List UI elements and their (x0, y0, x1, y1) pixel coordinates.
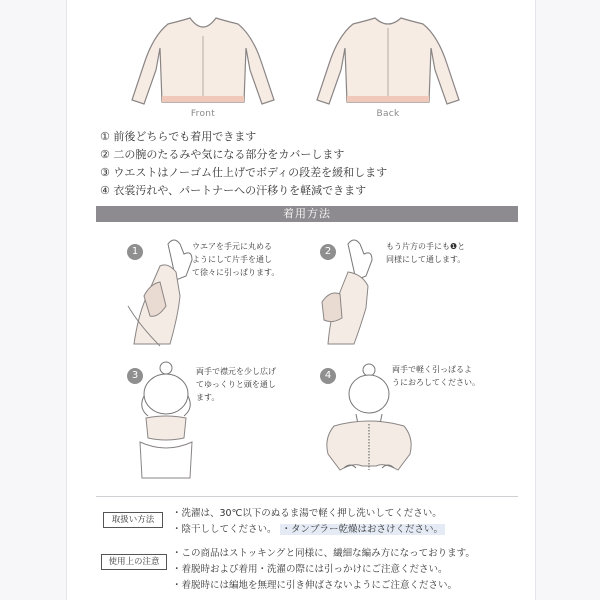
step-3-text: 両手で襟元を少し広げ てゆっくりと頭を通し ます。 (196, 367, 276, 402)
feature-item-3: ③ ウエストはノーゴム仕上げでボディの段差を緩和します (100, 166, 388, 179)
handling-line-1: ・洗濯は、30℃以下のぬるま湯で軽く押し洗いしてください。 (172, 508, 442, 519)
step-3-number: 3 (127, 368, 143, 384)
tumble-dry-warning: ・タンブラー乾燥はおさけください。 (281, 524, 444, 535)
step-4-text: 両手で軽く引っぱるよ うにおろしてください。 (392, 365, 480, 387)
back-label: Back (376, 109, 400, 119)
feature-item-2: ② 二の腕のたるみや気になる部分をカバーします (100, 148, 345, 161)
handling-label: 取扱い方法 (103, 512, 163, 528)
caution-line-1: ・この商品はストッキングと同様に、繊細な編み方になっております。 (172, 548, 475, 559)
garment-back (313, 14, 463, 124)
garment-back-illustration (313, 14, 463, 106)
feature-item-4: ④ 衣裳汚れや、パートナーへの汗移りを軽減できます (100, 184, 367, 197)
garment-front (128, 14, 278, 124)
front-label: Front (190, 109, 216, 119)
feature-item-1: ① 前後どちらでも着用できます (100, 130, 257, 143)
feature-list (100, 128, 520, 200)
step-2-illustration (318, 236, 390, 348)
howto-title: 着用方法 (96, 206, 518, 222)
step-4-illustration (314, 358, 424, 480)
section-divider (96, 496, 518, 497)
caution-line-3: ・着脱時には編地を無理に引き伸ばさないようにご注意ください。 (172, 580, 458, 591)
step-2-text: もう片方の手にも❶と 同様にして通します。 (386, 242, 466, 264)
step-1-illustration (120, 236, 210, 348)
step-1-text: ウエアを手元に丸める ようにして片手を通し て徐々に引っぱります。 (192, 242, 280, 277)
step-4-number: 4 (320, 368, 336, 384)
step-3-illustration (126, 358, 198, 480)
caution-label: 使用上の注意 (101, 554, 167, 570)
garment-front-illustration (128, 14, 278, 106)
caution-line-2: ・着脱時および着用・洗濯の際には引っかけにご注意ください。 (172, 564, 448, 575)
step-1-number: 1 (127, 244, 143, 260)
handling-line-2: ・陰干ししてください。 ・タンブラー乾燥はおさけください。 (172, 524, 444, 535)
step-2-number: 2 (320, 244, 336, 260)
